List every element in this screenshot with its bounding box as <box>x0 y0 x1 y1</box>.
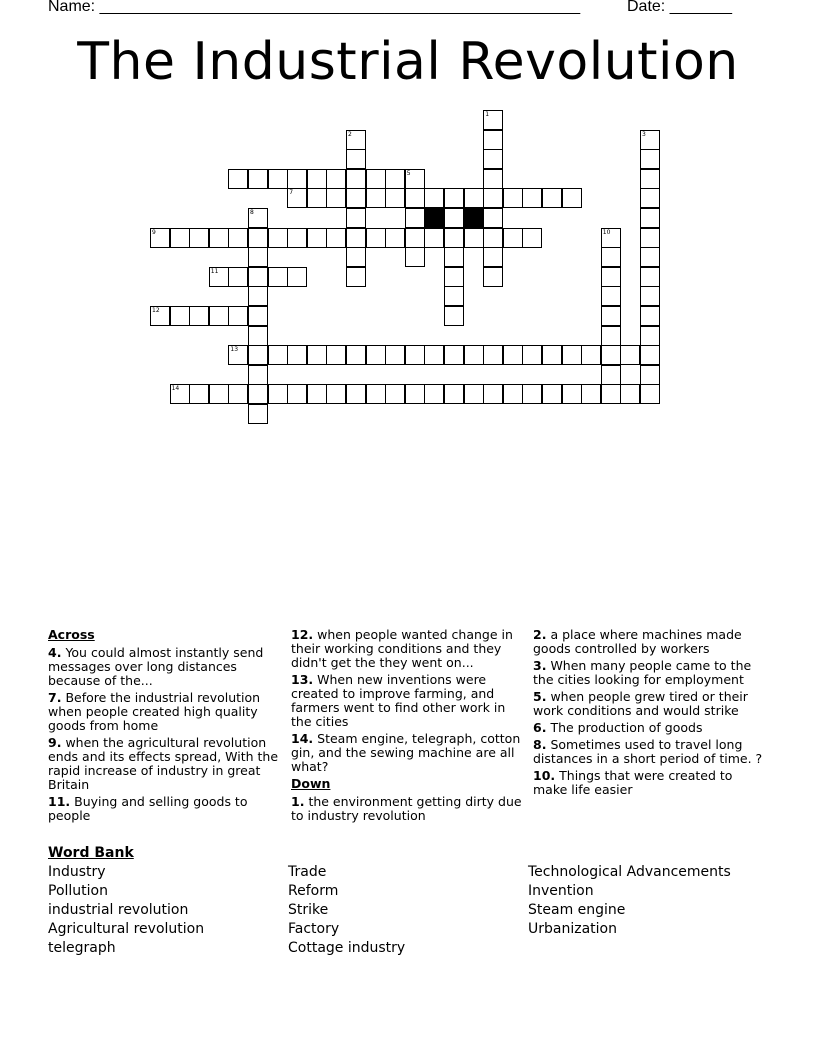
crossword-cell[interactable] <box>444 286 464 306</box>
crossword-cell[interactable] <box>287 267 307 287</box>
clue-number: 7 <box>289 189 294 197</box>
word-bank-title: Word Bank <box>48 845 134 861</box>
crossword-cell[interactable] <box>170 228 190 248</box>
clues-col-3 <box>533 628 768 800</box>
clue-across-13: 13. When new inventions were created to improve farming, and farmers went to find other work in the cities <box>291 672 506 729</box>
crossword-cell[interactable] <box>405 228 425 248</box>
clue-down-10: 10. Things that were created to make life easier <box>533 768 733 797</box>
crossword-cell[interactable] <box>326 345 346 365</box>
crossword-cell[interactable] <box>405 345 425 365</box>
clue-down-8: 8. Sometimes used to travel long distances in a short period of time. ? <box>533 737 763 766</box>
clues-col-1 <box>48 628 280 826</box>
crossword-cell[interactable] <box>366 169 386 189</box>
crossword-cell[interactable] <box>189 228 209 248</box>
clue-across-7: 7. Before the industrial revolution when people created high quality goods from home <box>48 690 261 733</box>
crossword-cell[interactable] <box>601 345 621 365</box>
crossword-cell[interactable] <box>268 384 288 404</box>
crossword-cell[interactable] <box>444 208 464 228</box>
clue-number: 8 <box>250 209 254 216</box>
crossword-cell[interactable] <box>522 384 542 404</box>
crossword-cell[interactable] <box>522 228 542 248</box>
crossword-cell[interactable] <box>640 384 660 404</box>
crossword-cell[interactable] <box>640 286 660 306</box>
crossword-cell[interactable] <box>287 228 307 248</box>
crossword-cell[interactable] <box>640 345 660 365</box>
crossword-cell[interactable] <box>268 345 288 365</box>
crossword-cell[interactable] <box>444 345 464 365</box>
crossword-cell[interactable] <box>346 228 366 248</box>
crossword-cell[interactable] <box>483 130 503 150</box>
down-heading: Down <box>291 776 331 791</box>
word-bank-item: Trade <box>288 864 327 880</box>
crossword-cell[interactable] <box>287 169 307 189</box>
crossword-cell[interactable] <box>307 188 327 208</box>
crossword-cell[interactable] <box>248 306 268 326</box>
crossword-cell[interactable] <box>366 188 386 208</box>
crossword-cell[interactable] <box>640 208 660 228</box>
crossword-cell[interactable] <box>346 188 366 208</box>
crossword-cell[interactable] <box>464 345 484 365</box>
crossword-cell[interactable] <box>503 228 523 248</box>
crossword-cell[interactable] <box>640 306 660 326</box>
crossword-cell[interactable] <box>640 326 660 346</box>
crossword-cell[interactable] <box>405 188 425 208</box>
crossword-cell[interactable] <box>209 228 229 248</box>
crossword-cell[interactable] <box>581 345 601 365</box>
crossword-cell[interactable] <box>248 365 268 385</box>
crossword-cell[interactable] <box>170 384 190 404</box>
crossword-cell[interactable] <box>483 247 503 267</box>
crossword-cell[interactable] <box>248 228 268 248</box>
clue-number: 10 <box>602 228 611 236</box>
crossword-grid <box>0 0 816 440</box>
crossword-cell[interactable] <box>150 228 170 248</box>
crossword-cell[interactable] <box>346 169 366 189</box>
crossword-cell[interactable] <box>346 208 366 228</box>
crossword-cell[interactable] <box>248 208 268 228</box>
crossword-cell[interactable] <box>503 345 523 365</box>
crossword-cell[interactable] <box>483 228 503 248</box>
clue-across-11: 11. Buying and selling goods to people <box>48 794 248 823</box>
clue-down-6: 6. The production of goods <box>533 720 703 735</box>
crossword-cell[interactable] <box>444 247 464 267</box>
crossword-cell[interactable] <box>640 130 660 150</box>
word-bank-item: Agricultural revolution <box>48 921 205 937</box>
crossword-cell[interactable] <box>444 188 464 208</box>
crossword-cell[interactable] <box>346 247 366 267</box>
crossword-cell[interactable] <box>424 188 444 208</box>
clue-number: 11 <box>210 267 219 275</box>
crossword-cell[interactable] <box>601 384 621 404</box>
word-bank-col-2 <box>288 863 405 958</box>
crossword-cell[interactable] <box>287 345 307 365</box>
crossword-cell[interactable] <box>385 345 405 365</box>
crossword-cell[interactable] <box>346 267 366 287</box>
clue-number: 9 <box>152 228 156 236</box>
word-bank-item: industrial revolution <box>48 902 189 918</box>
word-bank-item: Invention <box>528 883 594 899</box>
crossword-cell[interactable] <box>248 267 268 287</box>
crossword-cell[interactable] <box>326 169 346 189</box>
crossword-cell[interactable] <box>581 384 601 404</box>
crossword-black-cell <box>424 208 444 228</box>
crossword-cell[interactable] <box>150 306 170 326</box>
word-bank-item: Steam engine <box>528 902 626 918</box>
crossword-cell[interactable] <box>248 286 268 306</box>
crossword-cell[interactable] <box>346 345 366 365</box>
word-bank-item: Urbanization <box>528 921 617 937</box>
clue-number: 13 <box>230 346 239 354</box>
crossword-cell[interactable] <box>307 169 327 189</box>
crossword-cell[interactable] <box>248 404 268 424</box>
crossword-cell[interactable] <box>483 110 503 130</box>
crossword-cell[interactable] <box>640 247 660 267</box>
word-bank-item: Cottage industry <box>288 940 406 956</box>
across-heading: Across <box>48 627 95 642</box>
clue-number: 3 <box>642 130 646 138</box>
crossword-cell[interactable] <box>601 365 621 385</box>
crossword-cell[interactable] <box>483 169 503 189</box>
crossword-cell[interactable] <box>483 149 503 169</box>
crossword-cell[interactable] <box>464 188 484 208</box>
crossword-cell[interactable] <box>640 188 660 208</box>
crossword-cell[interactable] <box>424 384 444 404</box>
crossword-cell[interactable] <box>464 384 484 404</box>
word-bank-col-3 <box>528 863 731 939</box>
crossword-cell[interactable] <box>562 384 582 404</box>
crossword-cell[interactable] <box>228 267 248 287</box>
crossword-cell[interactable] <box>287 188 307 208</box>
crossword-cell[interactable] <box>228 306 248 326</box>
crossword-cell[interactable] <box>228 169 248 189</box>
word-bank-item: telegraph <box>48 940 116 956</box>
crossword-cell[interactable] <box>248 169 268 189</box>
clue-number: 14 <box>171 385 180 393</box>
crossword-cell[interactable] <box>601 267 621 287</box>
crossword-cell[interactable] <box>444 228 464 248</box>
crossword-cell[interactable] <box>228 384 248 404</box>
crossword-cell[interactable] <box>385 188 405 208</box>
crossword-black-cell <box>464 208 484 228</box>
crossword-cell[interactable] <box>542 384 562 404</box>
crossword-cell[interactable] <box>522 188 542 208</box>
crossword-cell[interactable] <box>601 286 621 306</box>
crossword-cell[interactable] <box>268 267 288 287</box>
crossword-cell[interactable] <box>307 228 327 248</box>
word-bank-col-1 <box>48 863 204 958</box>
clue-down-3: 3. When many people came to the the cities looking for employment <box>533 658 752 687</box>
word-bank-item: Strike <box>288 902 329 918</box>
crossword-cell[interactable] <box>620 345 640 365</box>
crossword-cell[interactable] <box>444 267 464 287</box>
crossword-cell[interactable] <box>346 130 366 150</box>
crossword-cell[interactable] <box>248 384 268 404</box>
clue-down-2: 2. a place where machines made goods controlled by workers <box>533 627 742 656</box>
crossword-cell[interactable] <box>601 306 621 326</box>
word-bank-item: Reform <box>288 883 339 899</box>
word-bank-item: Industry <box>48 864 106 880</box>
crossword-cell[interactable] <box>483 188 503 208</box>
crossword-cell[interactable] <box>483 345 503 365</box>
crossword-cell[interactable] <box>640 169 660 189</box>
crossword-cell[interactable] <box>385 228 405 248</box>
crossword-cell[interactable] <box>640 228 660 248</box>
crossword-cell[interactable] <box>522 345 542 365</box>
crossword-cell[interactable] <box>464 228 484 248</box>
crossword-cell[interactable] <box>503 188 523 208</box>
crossword-cell[interactable] <box>444 306 464 326</box>
crossword-cell[interactable] <box>620 384 640 404</box>
crossword-cell[interactable] <box>189 306 209 326</box>
crossword-cell[interactable] <box>483 208 503 228</box>
crossword-cell[interactable] <box>405 384 425 404</box>
clues-col-2 <box>291 628 523 826</box>
crossword-cell[interactable] <box>268 228 288 248</box>
crossword-cell[interactable] <box>248 247 268 267</box>
crossword-cell[interactable] <box>640 149 660 169</box>
word-bank-item: Technological Advancements <box>528 864 731 880</box>
crossword-cell[interactable] <box>483 267 503 287</box>
crossword-cell[interactable] <box>424 228 444 248</box>
crossword-cell[interactable] <box>640 365 660 385</box>
crossword-cell[interactable] <box>405 247 425 267</box>
clue-across-9: 9. when the agricultural revolution ends and its effects spread, With the rapid increase of industry in great Britain <box>48 735 279 792</box>
clue-across-4: 4. You could almost instantly send messages over long distances because of the... <box>48 645 264 688</box>
crossword-cell[interactable] <box>562 345 582 365</box>
clue-across-12: 12. when people wanted change in their working conditions and they didn't get the they went on... <box>291 627 513 670</box>
crossword-cell[interactable] <box>601 228 621 248</box>
crossword-cell[interactable] <box>209 384 229 404</box>
crossword-cell[interactable] <box>405 208 425 228</box>
clue-number: 2 <box>348 130 352 138</box>
clue-number: 12 <box>152 307 160 314</box>
crossword-cell[interactable] <box>366 384 386 404</box>
crossword-cell[interactable] <box>170 306 190 326</box>
crossword-cell[interactable] <box>640 267 660 287</box>
page-title: The Industrial Revolution <box>77 32 739 92</box>
crossword-cell[interactable] <box>307 384 327 404</box>
crossword-cell[interactable] <box>366 228 386 248</box>
crossword-cell[interactable] <box>209 306 229 326</box>
crossword-cell[interactable] <box>542 345 562 365</box>
crossword-cell[interactable] <box>405 169 425 189</box>
clue-down-5: 5. when people grew tired or their work conditions and would strike <box>533 689 748 718</box>
crossword-cell[interactable] <box>385 169 405 189</box>
crossword-cell[interactable] <box>424 345 444 365</box>
crossword-cell[interactable] <box>287 384 307 404</box>
crossword-cell[interactable] <box>326 228 346 248</box>
crossword-cell[interactable] <box>326 188 346 208</box>
crossword-cell[interactable] <box>483 384 503 404</box>
name-field[interactable]: Name: ______________________________________________________ <box>48 0 581 15</box>
crossword-cell[interactable] <box>542 188 562 208</box>
date-field[interactable]: Date: _______ <box>627 0 732 15</box>
crossword-cell[interactable] <box>601 326 621 346</box>
crossword-cell[interactable] <box>366 345 386 365</box>
crossword-cell[interactable] <box>601 247 621 267</box>
crossword-cell[interactable] <box>228 345 248 365</box>
crossword-cell[interactable] <box>346 149 366 169</box>
crossword-cell[interactable] <box>562 188 582 208</box>
crossword-cell[interactable] <box>326 384 346 404</box>
clue-across-14: 14. Steam engine, telegraph, cotton gin, and the sewing machine are all what? <box>291 731 521 774</box>
crossword-cell[interactable] <box>444 384 464 404</box>
crossword-cell[interactable] <box>189 384 209 404</box>
crossword-cell[interactable] <box>228 228 248 248</box>
crossword-cell[interactable] <box>268 169 288 189</box>
clue-down-1: 1. the environment getting dirty due to industry revolution <box>291 794 522 823</box>
crossword-cell[interactable] <box>248 326 268 346</box>
crossword-cell[interactable] <box>209 267 229 287</box>
crossword-cell[interactable] <box>248 345 268 365</box>
word-bank-item: Pollution <box>48 883 108 899</box>
clue-number: 5 <box>406 169 411 177</box>
crossword-cell[interactable] <box>385 384 405 404</box>
crossword-cell[interactable] <box>307 345 327 365</box>
word-bank-item: Factory <box>288 921 340 937</box>
clue-number: 1 <box>485 111 490 118</box>
crossword-cell[interactable] <box>503 384 523 404</box>
crossword-cell[interactable] <box>346 384 366 404</box>
